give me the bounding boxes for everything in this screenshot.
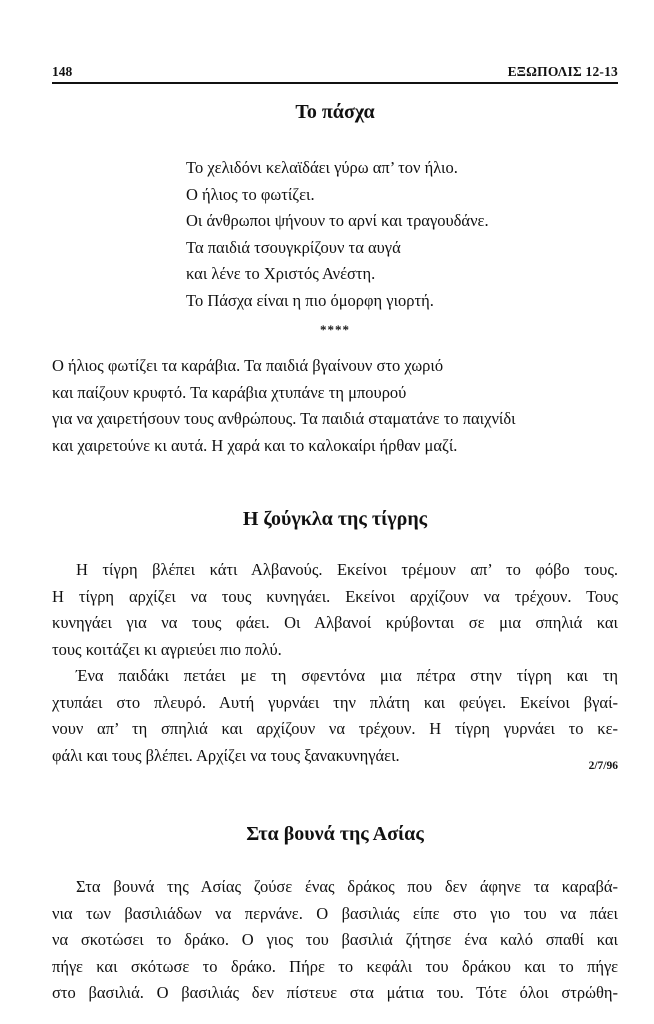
section-separator: **** <box>320 322 350 337</box>
story-line: τους κοιτάζει κι αγριεύει πιο πολύ. <box>52 639 282 659</box>
story-line: στο βασιλιά. Ο βασιλιάς δεν πίστευε στα μάτια του. Τότε όλοι στρώθη- <box>52 983 618 1002</box>
book-page <box>52 0 618 1024</box>
story-date: 2/7/96 <box>588 760 618 772</box>
story-line: χτυπάει στο πλευρό. Αυτή γυρνάει την πλάτη και φεύγει. Εκείνοι βγαί- <box>52 692 618 712</box>
poem-line: Ο ήλιος το φωτίζει. <box>186 184 315 204</box>
section-title-jungle: Η ζούγκλα της τίγρης <box>242 508 428 530</box>
story-line: να σκοτώσει το δράκο. Ο γιος του βασιλιά ζήτησε ένα καλό σπαθί και <box>52 930 618 949</box>
page-header <box>52 62 618 84</box>
story-line: νουν απ’ τη σπηλιά και αρχίζουν να τρέχουν. Η τίγρη γυρνάει το κε- <box>52 719 618 738</box>
poem-line: Το Πάσχα είναι η πιο όμορφη γιορτή. <box>186 290 434 310</box>
prose-line: για να χαιρετήσουν τους ανθρώπους. Τα παιδιά σταματάνε το παιχνίδι <box>52 409 516 428</box>
poem-line: Το χελιδόνι κελαϊδάει γύρω απ’ τον ήλιο. <box>186 158 458 177</box>
poem-line: Οι άνθρωποι ψήνουν το αρνί και τραγουδάνε. <box>186 211 489 230</box>
prose-line: και χαιρετούνε κι αυτά. Η χαρά και το καλοκαίρι ήρθαν μαζί. <box>52 435 458 455</box>
story-line: Η τίγρη βλέπει κάτι Αλβανούς. Εκείνοι τρέμουν απ’ το φόβο τους. <box>76 560 618 579</box>
story-line: νια των βασιλιάδων να περνάνε. Ο βασιλιάς είπε στο γιο του να πάει <box>52 903 618 923</box>
prose-line: και παίζουν κρυφτό. Τα καράβια χτυπάνε τη μπουρού <box>52 382 407 402</box>
prose-line: Ο ήλιος φωτίζει τα καράβια. Τα παιδιά βγαίνουν στο χωριό <box>52 356 444 375</box>
tiger-story <box>52 557 618 769</box>
poem-line: Τα παιδιά τσουγκρίζουν τα αυγά <box>186 237 401 257</box>
story-line: Ένα παιδάκι πετάει με τη σφεντόνα μια πέτρα στην τίγρη και τη <box>76 666 618 685</box>
section-title-pascha: Το πάσχα <box>295 101 375 123</box>
story-line: Η τίγρη αρχίζει να τους κυνηγάει. Εκείνοι αρχίζουν να τρέχουν. Τους <box>52 586 618 606</box>
page-number: 148 <box>52 64 73 79</box>
poem <box>186 155 489 314</box>
story-line: κυνηγάει για να τους φάει. Οι Αλβανοί κρύβονται σε μια σπηλιά και <box>52 613 618 632</box>
story-line: πήγε και σκότωσε το δράκο. Πήρε το κεφάλι του δράκου και το πήγε <box>52 956 618 976</box>
poem-line: και λένε το Χριστός Ανέστη. <box>186 264 376 283</box>
dragon-story <box>52 874 618 1007</box>
prose-paragraph <box>52 353 516 459</box>
section-title-asia: Στα βουνά της Ασίας <box>246 823 424 845</box>
running-title: ΕΞΩΠΟΛΙΣ 12-13 <box>507 64 618 79</box>
story-line: Στα βουνά της Ασίας ζούσε ένας δράκος που δεν άφηνε τα καραβά- <box>76 877 618 896</box>
story-line: φάλι και τους βλέπει. Αρχίζει να τους ξανακυνηγάει. <box>52 745 400 765</box>
